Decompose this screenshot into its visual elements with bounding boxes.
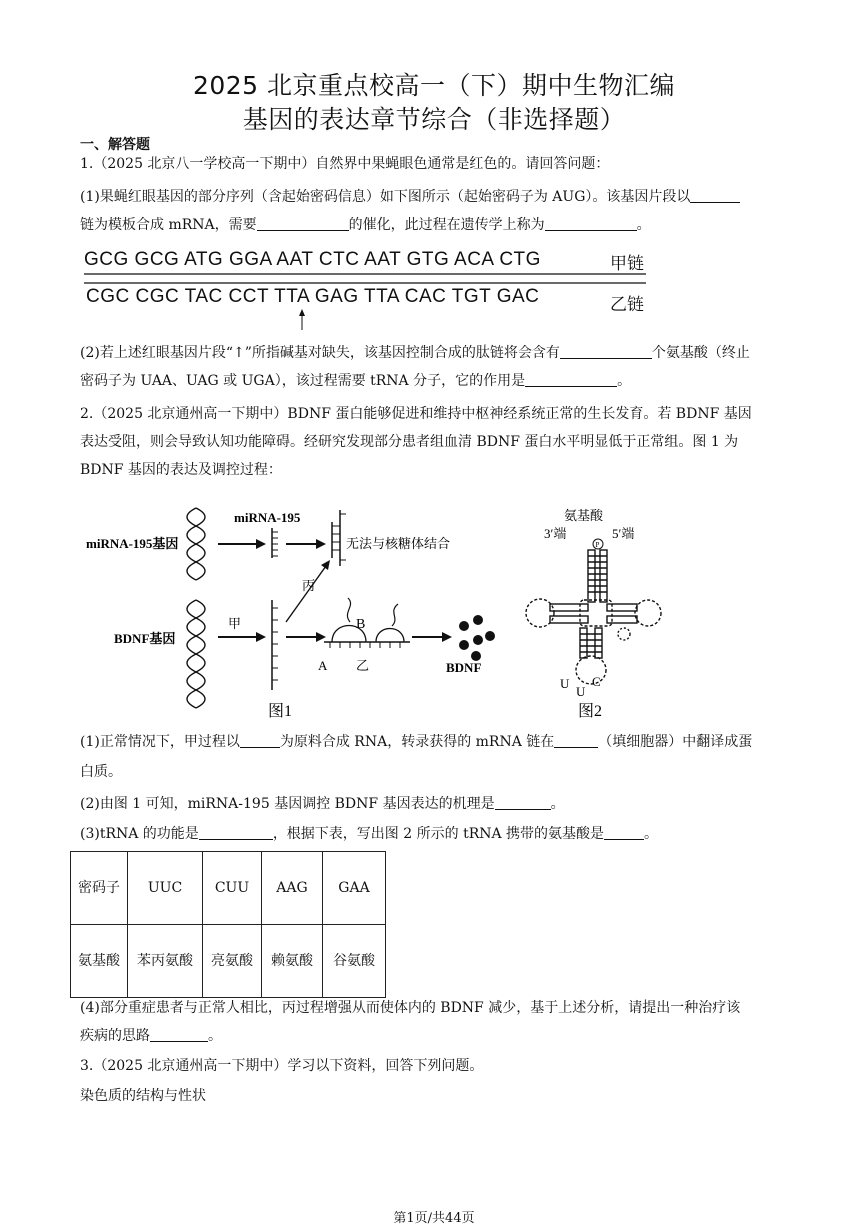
bdnf-gene-label: BDNF基因 [114,631,176,646]
codon-table [70,851,386,998]
document-subtitle: 基因的表达章节综合（非选择题） [242,105,626,134]
q1-part1-text-b: 链为模板合成 mRNA，需要 [80,217,257,233]
answer-blank[interactable] [257,214,349,231]
yi-label: 乙 [356,658,370,673]
q2-part3 [80,820,792,848]
a-label: A [318,658,328,673]
answer-blank[interactable] [545,214,637,231]
up-arrow-icon [296,308,308,332]
figure-1-caption: 图1 [268,703,293,720]
no-bind-label: 无法与核糖体结合 [346,536,451,551]
q1-part1-line2 [80,211,792,239]
q2-part4-line2 [80,1022,792,1050]
end-5-label: 5′端 [612,526,635,541]
figure-1-diagram [80,500,520,720]
mirna-label: miRNA-195 [234,510,301,525]
answer-blank[interactable] [560,342,652,359]
figure-2-caption: 图2 [578,703,603,720]
table-cell: 密码子 [71,852,128,925]
q2-part1-text-a: (1)正常情况下，甲过程以 [80,734,240,750]
table-row [71,925,386,998]
anticodon-u2: U [576,684,586,699]
bdnf-protein-dots [459,615,495,661]
chain-a-label: 甲链 [610,254,644,274]
anticodon-u1: U [560,676,570,691]
q2-part3-text-a: (3)tRNA 的功能是 [80,826,199,842]
anticodon-c: C [592,674,601,689]
q1-part1-text-a: (1)果蝇红眼基因的部分序列（含起始密码信息）如下图所示（起始密码子为 AUG）。该基因片段以 [80,189,691,205]
table-cell: CUU [203,852,262,925]
jia-label: 甲 [228,616,242,631]
q1-part1-text-c: 的催化，此过程在遗传学上称为 [348,217,545,233]
bdnf-gene-helix [187,600,205,708]
q1-part2-line2 [80,367,792,395]
table-cell: 亮氨酸 [203,925,262,998]
chain-b-sequence: CGC CGC TAC CCT TTA GAG TTA CAC TGT GAC [86,286,540,307]
mirna-gene-label: miRNA-195基因 [86,536,179,551]
table-cell: 赖氨酸 [262,925,323,998]
section-heading: 一、解答题 [80,137,150,153]
q1-part2-text-a: (2)若上述红眼基因片段“↑”所指碱基对缺失，该基因控制合成的肽链将会含有 [80,345,560,361]
punctuation: 。 [208,1028,222,1044]
q1-part2-text-b: 个氨基酸（终止 [651,345,750,361]
answer-blank[interactable] [604,823,644,840]
trna-cloverleaf [526,550,661,684]
figure-2-trna [520,500,670,722]
q1-part2-line1 [80,339,792,367]
q2-part4-text-b: 疾病的思路 [80,1028,150,1044]
q2-part3-text-b: ，根据下表，写出图 2 所示的 tRNA 携带的氨基酸是 [272,826,605,842]
page-footer: 第1页/共44页 [393,1211,475,1226]
q2-part1-text-b: 为原料合成 RNA，转录获得的 mRNA 链在 [279,734,555,750]
mirna-gene-helix [187,508,205,580]
chain-b-label: 乙链 [610,295,644,315]
answer-blank[interactable] [495,793,551,810]
punctuation: 。 [636,217,651,233]
table-row [71,852,386,925]
answer-blank[interactable] [150,1025,208,1042]
amino-acid-label: 氨基酸 [564,508,604,523]
q1-part1-line1 [80,183,792,211]
table-cell: 氨基酸 [71,925,128,998]
bing-label: 丙 [302,578,316,593]
table-cell: 苯丙氨酸 [128,925,203,998]
b-label: B [356,617,366,632]
table-cell: GAA [323,852,386,925]
answer-blank[interactable] [554,731,598,748]
q3-subtitle: 染色质的结构与性状 [80,1088,206,1104]
answer-blank[interactable] [199,823,273,840]
table-cell: 谷氨酸 [323,925,386,998]
q2-part1-line1 [80,728,792,756]
punctuation: 。 [644,826,659,842]
end-3-label: 3′端 [544,526,567,541]
q2-part2-text: (2)由图 1 可知，miRNA-195 基因调控 BDNF 基因表达的机理是 [80,796,495,812]
table-cell: UUC [128,852,203,925]
q2-stem-line3: BDNF 基因的表达及调控过程： [80,462,282,478]
punctuation: 。 [550,796,565,812]
q2-stem-line2: 表达受阻，则会导致认知功能障碍。经研究发现部分患者组血清 BDNF 蛋白水平明显低于正常组。图 1 为 [80,434,739,450]
q2-part1-text-c: （填细胞器）中翻译成蛋 [598,734,753,750]
answer-blank[interactable] [690,186,740,203]
q2-part4-line1: (4)部分重症患者与正常人相比，丙过程增强从而使体内的 BDNF 减少，基于上述分析，请提出一种治疗该 [80,1000,741,1016]
q1-stem: 1.（2025 北京八一学校高一下期中）自然界中果蝇眼色通常是红色的。请回答问题： [80,156,610,172]
q2-stem-line1: 2.（2025 北京通州高一下期中）BDNF 蛋白能够促进和维持中枢神经系统正常的生长发育。若 BDNF 基因 [80,406,752,422]
punctuation: 。 [617,373,632,389]
q1-part2-text-c: 密码子为 UAA、UAG 或 UGA），该过程需要 tRNA 分子，它的作用是 [80,373,526,389]
chain-a-sequence: GCG GCG ATG GGA AAT CTC AAT GTG ACA CTG [84,249,541,270]
bdnf-label: BDNF [446,660,482,675]
table-cell: AAG [262,852,323,925]
document-title: 2025 北京重点校高一（下）期中生物汇编 [192,71,676,100]
q3-stem: 3.（2025 北京通州高一下期中）学习以下资料，回答下列问题。 [80,1058,484,1074]
q2-part1-line2: 白质。 [80,764,122,780]
answer-blank[interactable] [525,370,617,387]
phosphate-label: P [595,541,600,549]
q2-part2 [80,790,792,818]
answer-blank[interactable] [240,731,280,748]
